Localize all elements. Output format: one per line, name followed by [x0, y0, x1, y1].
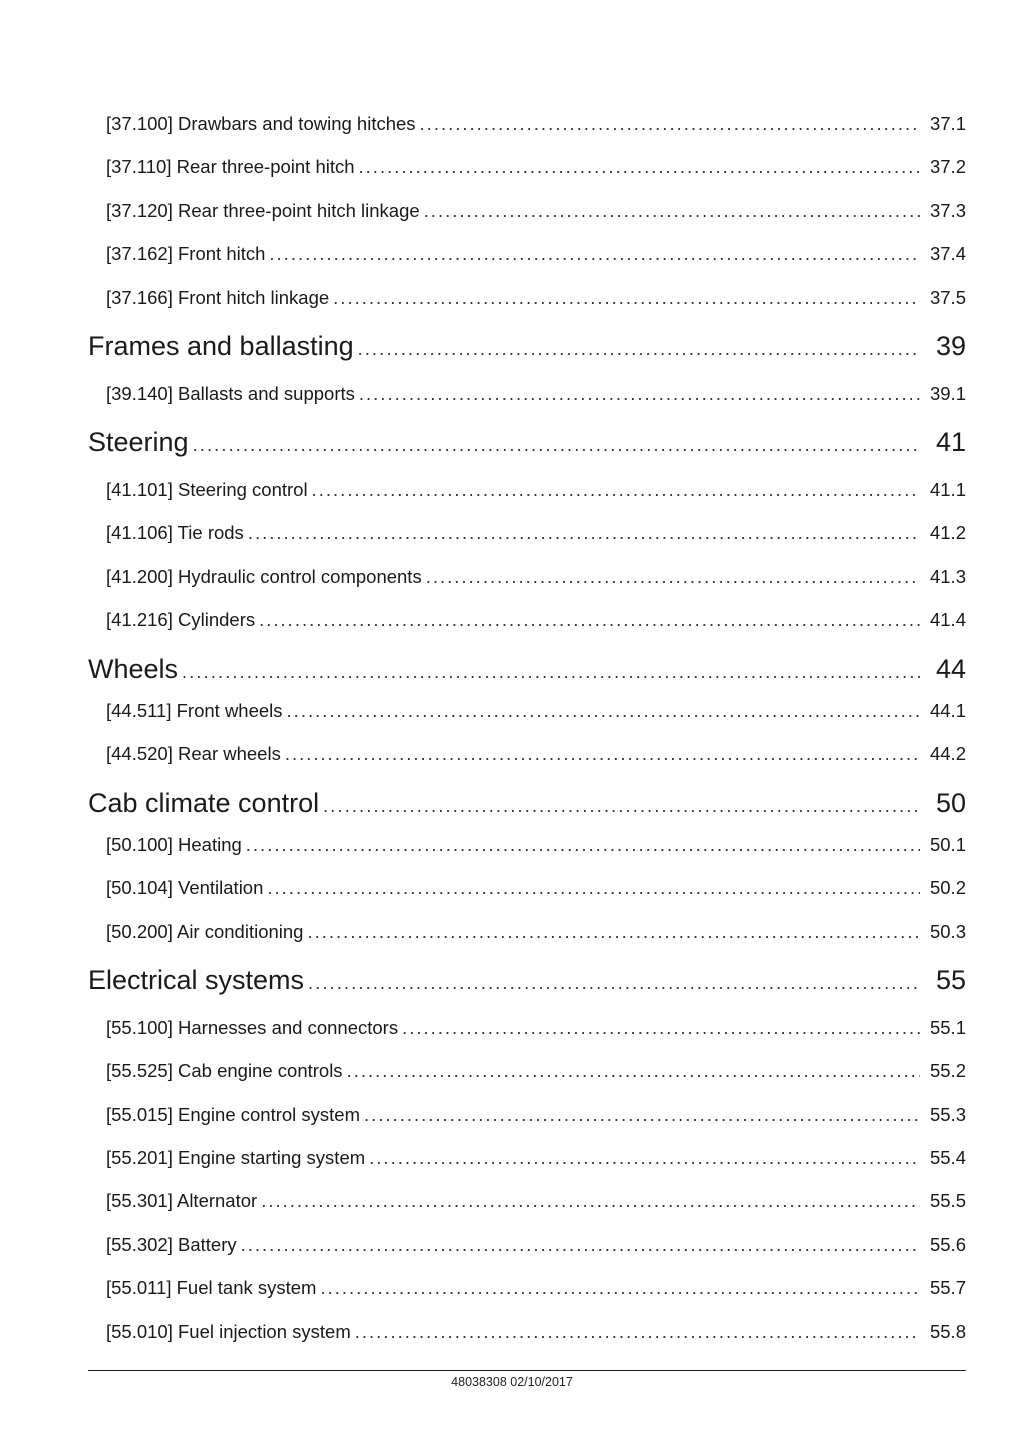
- toc-entry-39-140[interactable]: [106, 382, 966, 406]
- toc-entry-37-110[interactable]: [106, 155, 966, 179]
- toc-entry-label: [41.200] Hydraulic control components: [106, 566, 422, 587]
- dot-leader: [182, 655, 920, 689]
- toc-section-page: 41: [935, 427, 966, 457]
- toc-entry-page: 55.4: [929, 1147, 966, 1168]
- dot-leader: [424, 199, 920, 223]
- toc-entry-55-525[interactable]: [106, 1059, 966, 1083]
- toc-section-label: Steering: [88, 427, 189, 457]
- toc-entry-label: [55.302] Battery: [106, 1234, 237, 1255]
- toc-entry-50-104[interactable]: [106, 876, 966, 900]
- toc-entry-page: 44.1: [929, 700, 966, 721]
- toc-section-page: 55: [935, 965, 966, 995]
- toc-entry-55-201[interactable]: [106, 1146, 966, 1170]
- toc-entry-label: [41.101] Steering control: [106, 479, 308, 500]
- toc-entry-label: [55.525] Cab engine controls: [106, 1060, 343, 1081]
- toc-entry-label: [39.140] Ballasts and supports: [106, 383, 355, 404]
- toc-entry-page: 55.5: [929, 1190, 966, 1211]
- toc-entry-55-010[interactable]: [106, 1320, 966, 1344]
- toc-entry-label: [55.011] Fuel tank system: [106, 1277, 317, 1298]
- toc-section-steering[interactable]: [88, 425, 966, 459]
- toc-entry-label: [55.301] Alternator: [106, 1190, 258, 1211]
- toc-entry-page: 55.7: [929, 1277, 966, 1298]
- toc-entry-page: 55.6: [929, 1234, 966, 1255]
- toc-entry-41-200[interactable]: [106, 565, 966, 589]
- toc-entry-page: 50.2: [929, 877, 966, 898]
- toc-entry-label: [41.216] Cylinders: [106, 609, 256, 630]
- toc-section-label: Cab climate control: [88, 788, 320, 818]
- toc-entry-page: 41.1: [929, 479, 966, 500]
- dot-leader: [241, 1233, 920, 1257]
- toc-entry-page: 37.5: [929, 287, 966, 308]
- toc-entry-page: 55.1: [929, 1017, 966, 1038]
- dot-leader: [426, 565, 920, 589]
- toc-entry-page: 50.1: [929, 834, 966, 855]
- dot-leader: [355, 1320, 920, 1344]
- toc-section-page: 39: [935, 331, 966, 361]
- toc-entry-44-520[interactable]: [106, 742, 966, 766]
- toc-entry-label: [50.100] Heating: [106, 834, 242, 855]
- toc-entry-label: [37.166] Front hitch linkage: [106, 287, 330, 308]
- toc-entry-label: [55.015] Engine control system: [106, 1104, 361, 1125]
- toc-entry-page: 37.4: [929, 243, 966, 264]
- toc-entry-55-100[interactable]: [106, 1016, 966, 1040]
- toc-section-label: Electrical systems: [88, 965, 305, 995]
- dot-leader: [285, 742, 920, 766]
- dot-leader: [359, 155, 920, 179]
- toc-entry-44-511[interactable]: [106, 699, 966, 723]
- toc-entry-page: 55.3: [929, 1104, 966, 1125]
- toc-entry-50-200[interactable]: [106, 920, 966, 944]
- dot-leader: [402, 1016, 920, 1040]
- toc-entry-page: 37.1: [929, 113, 966, 134]
- toc-entry-page: 44.2: [929, 743, 966, 764]
- dot-leader: [267, 876, 920, 900]
- dot-leader: [333, 286, 920, 310]
- toc-entry-page: 37.2: [929, 156, 966, 177]
- dot-leader: [364, 1103, 920, 1127]
- toc-section-label: Frames and ballasting: [88, 331, 354, 361]
- toc-entry-label: [50.104] Ventilation: [106, 877, 264, 898]
- toc-entry-label: [37.100] Drawbars and towing hitches: [106, 113, 416, 134]
- toc-section-frames-and-ballasting[interactable]: [88, 329, 966, 363]
- toc-entry-37-166[interactable]: [106, 286, 966, 310]
- toc-entry-page: 41.4: [929, 609, 966, 630]
- toc-entry-page: 50.3: [929, 921, 966, 942]
- dot-leader: [312, 478, 920, 502]
- dot-leader: [246, 833, 920, 857]
- toc-section-page: 50: [935, 788, 966, 818]
- dot-leader: [358, 332, 920, 366]
- dot-leader: [193, 428, 920, 462]
- toc-entry-page: 55.8: [929, 1321, 966, 1342]
- toc-section-wheels[interactable]: [88, 652, 966, 686]
- toc-entry-37-162[interactable]: [106, 242, 966, 266]
- toc-entry-label: [50.200] Air conditioning: [106, 921, 304, 942]
- toc-section-electrical-systems[interactable]: [88, 963, 966, 997]
- toc-entry-41-101[interactable]: [106, 478, 966, 502]
- footer-doc-code: 48038308 02/10/2017: [451, 1375, 573, 1389]
- dot-leader: [323, 789, 920, 823]
- dot-leader: [287, 699, 920, 723]
- toc-entry-50-100[interactable]: [106, 833, 966, 857]
- toc-entry-label: [37.120] Rear three-point hitch linkage: [106, 200, 420, 221]
- toc-section-label: Wheels: [88, 654, 179, 684]
- toc-entry-55-011[interactable]: [106, 1276, 966, 1300]
- toc-entry-label: [37.162] Front hitch: [106, 243, 266, 264]
- toc-entry-page: 41.3: [929, 566, 966, 587]
- dot-leader: [307, 920, 920, 944]
- toc-entry-page: 55.2: [929, 1060, 966, 1081]
- toc-entry-55-302[interactable]: [106, 1233, 966, 1257]
- toc-entry-page: 39.1: [929, 383, 966, 404]
- toc-entry-37-120[interactable]: [106, 199, 966, 223]
- footer-divider: [88, 1370, 966, 1371]
- toc-entry-label: [55.201] Engine starting system: [106, 1147, 366, 1168]
- toc-section-page: 44: [935, 654, 966, 684]
- toc-entry-page: 37.3: [929, 200, 966, 221]
- toc-entry-37-100[interactable]: [106, 112, 966, 136]
- toc-entry-41-106[interactable]: [106, 521, 966, 545]
- toc-entry-41-216[interactable]: [106, 608, 966, 632]
- toc-entry-page: 41.2: [929, 522, 966, 543]
- dot-leader: [420, 112, 920, 136]
- dot-leader: [259, 608, 920, 632]
- dot-leader: [359, 382, 920, 406]
- toc-entry-55-015[interactable]: [106, 1103, 966, 1127]
- dot-leader: [308, 966, 920, 1000]
- toc-entry-label: [44.520] Rear wheels: [106, 743, 281, 764]
- toc-entry-label: [41.106] Tie rods: [106, 522, 244, 543]
- dot-leader: [369, 1146, 920, 1170]
- toc-entry-label: [37.110] Rear three-point hitch: [106, 156, 355, 177]
- dot-leader: [261, 1189, 920, 1213]
- dot-leader: [320, 1276, 920, 1300]
- toc-entry-label: [55.010] Fuel injection system: [106, 1321, 351, 1342]
- toc-section-cab-climate-control[interactable]: [88, 786, 966, 820]
- dot-leader: [347, 1059, 920, 1083]
- toc-entry-label: [44.511] Front wheels: [106, 700, 283, 721]
- toc-entry-label: [55.100] Harnesses and connectors: [106, 1017, 399, 1038]
- dot-leader: [269, 242, 920, 266]
- dot-leader: [248, 521, 920, 545]
- toc-entry-55-301[interactable]: [106, 1189, 966, 1213]
